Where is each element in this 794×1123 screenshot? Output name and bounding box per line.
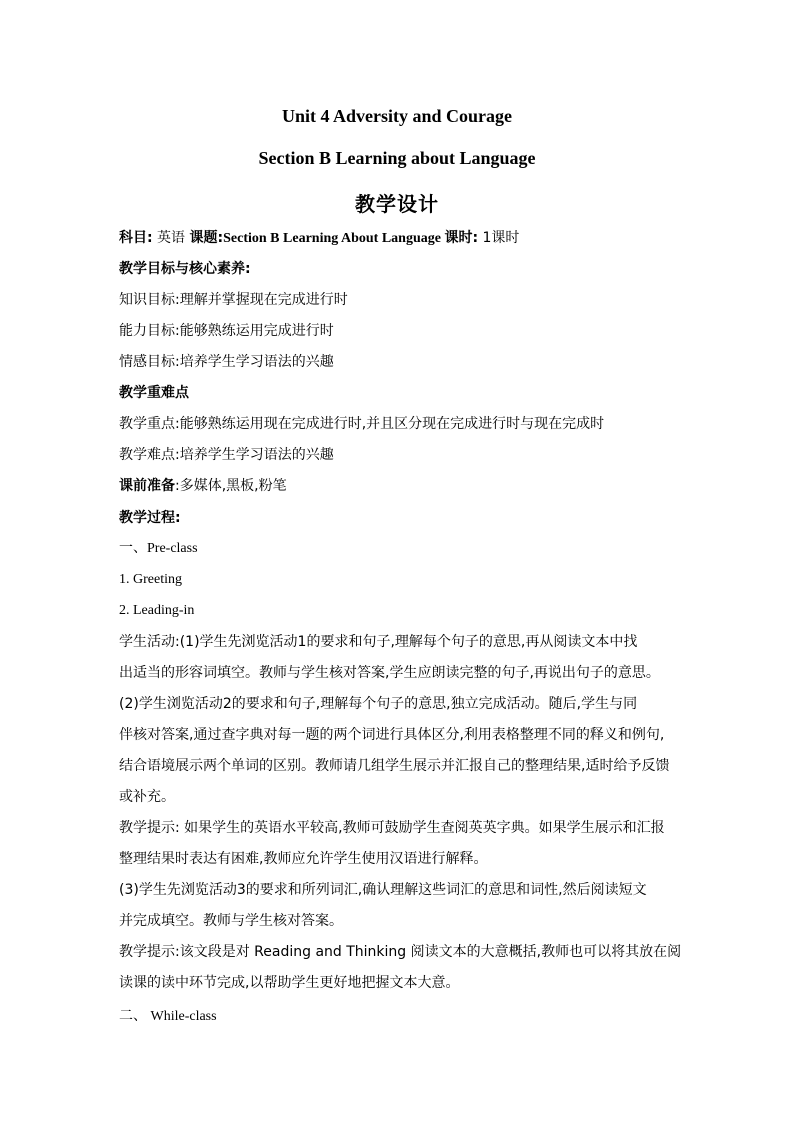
section-title: Section B Learning about Language	[258, 148, 536, 168]
prep-line	[119, 476, 679, 496]
paragraph-line: 伴核对答案,通过查字典对每一题的两个词进行具体区分,利用表格整理不同的释义和例句,	[119, 727, 665, 743]
hours-label: 课时:	[444, 230, 479, 246]
paragraph-line: 学生活动:(1)学生先浏览活动1的要求和句子,理解每个句子的意思,再从阅读文本中找	[119, 634, 638, 650]
topic-value: Section B Learning About Language	[223, 231, 445, 246]
item-greeting: 1. Greeting	[119, 572, 182, 587]
hours-value: 1课时	[478, 230, 520, 246]
paragraph-line: (3)学生先浏览活动3的要求和所列词汇,确认理解这些词汇的意思和词性,然后阅读短文	[119, 882, 647, 898]
teaching-tip-line: 整理结果时表达有困难,教师应允许学生使用汉语进行解释。	[119, 851, 488, 867]
goal-knowledge: 知识目标:理解并掌握现在完成进行时	[119, 292, 348, 308]
teaching-tip-line: 教学提示: 如果学生的英语水平较高,教师可鼓励学生查阅英英字典。如果学生展示和汇报	[119, 820, 665, 836]
goals-heading: 教学目标与核心素养:	[119, 261, 251, 277]
key-heading: 教学重难点	[119, 385, 189, 401]
meta-line	[119, 228, 679, 249]
goal-emotion: 情感目标:培养学生学习语法的兴趣	[119, 354, 334, 370]
paragraph-line: 结合语境展示两个单词的区别。教师请几组学生展示并汇报自己的整理结果,适时给予反馈	[119, 758, 670, 774]
paragraph-line: (2)学生浏览活动2的要求和句子,理解每个句子的意思,独立完成活动。随后,学生与同	[119, 696, 638, 712]
process-heading: 教学过程:	[119, 510, 181, 526]
unit-title: Unit 4 Adversity and Courage	[281, 106, 512, 126]
prep-label: 课前准备	[119, 478, 175, 494]
topic-label: 课题:	[189, 230, 224, 246]
paragraph-line: 并完成填空。教师与学生核对答案。	[119, 913, 343, 929]
difficult-point: 教学难点:培养学生学习语法的兴趣	[119, 447, 334, 463]
section-pre-class: 一、Pre-class	[119, 541, 198, 556]
goal-ability: 能力目标:能够熟练运用完成进行时	[119, 323, 334, 339]
design-title: 教学设计	[355, 192, 439, 216]
teaching-tip-line: 读课的读中环节完成,以帮助学生更好地把握文本大意。	[119, 975, 460, 991]
key-point: 教学重点:能够熟练运用现在完成进行时,并且区分现在完成进行时与现在完成时	[119, 416, 605, 432]
prep-value: :多媒体,黑板,粉笔	[175, 478, 287, 494]
paragraph-line: 或补充。	[119, 789, 175, 805]
item-leading-in: 2. Leading-in	[119, 603, 195, 618]
teaching-tip-line: 教学提示:该文段是对 Reading and Thinking 阅读文本的大意概括,教师也可以将其放在阅	[119, 944, 682, 960]
paragraph-line: 出适当的形容词填空。教师与学生核对答案,学生应朗读完整的句子,再说出句子的意思。	[119, 665, 660, 681]
subject-label: 科目:	[119, 230, 153, 246]
section-while-class: 二、 While-class	[119, 1009, 217, 1024]
subject-value: 英语	[152, 230, 190, 246]
